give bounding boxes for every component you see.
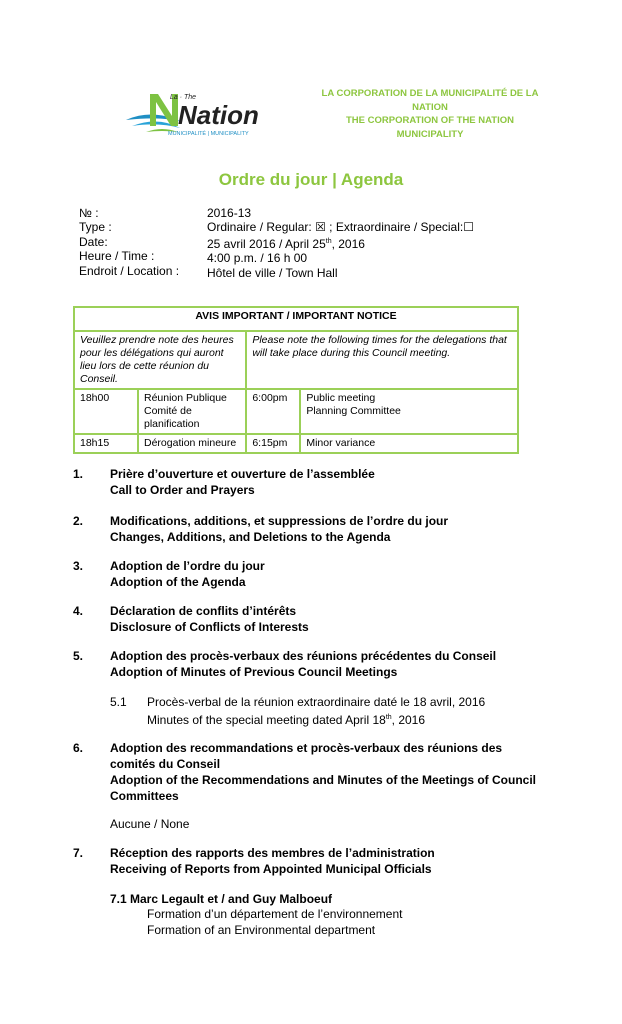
item-number: 5. xyxy=(73,649,84,663)
table-row xyxy=(74,389,518,434)
meeting-number: 2016-13 xyxy=(207,206,252,220)
item-6-note: Aucune / None xyxy=(110,817,190,831)
date-text: 25 avril 2016 / April 25 xyxy=(207,236,326,251)
meta-label: Endroit / Location : xyxy=(79,263,180,278)
corporation-name xyxy=(300,87,560,141)
sub-item-en: Formation of an Environmental department xyxy=(147,923,376,937)
sub-item-fr: Formation d’un département de l’environnement xyxy=(147,907,403,921)
logo-sub-text: MUNICIPALITÉ | MUNICIPALITY xyxy=(168,131,249,137)
item-fr: comités du Conseil xyxy=(110,757,221,771)
corp-line: NATION xyxy=(412,101,448,113)
fr-label-line: Réunion Publique xyxy=(144,392,227,404)
en-label-line: Planning Committee xyxy=(306,405,401,417)
item-fr: Adoption de l’ordre du jour xyxy=(110,559,265,573)
item-fr: Adoption des procès-verbaux des réunions précédentes du Conseil xyxy=(110,649,497,663)
item-en: Adoption of the Recommendations and Minutes of the Meetings of Council xyxy=(110,773,536,787)
important-notice-table xyxy=(73,306,519,454)
item-number: 2. xyxy=(73,514,84,528)
logo-graphic xyxy=(122,86,262,140)
meta-label: Type : xyxy=(79,220,112,235)
en-label: Minor variance xyxy=(300,434,518,453)
sub-en-text: Minutes of the special meeting dated April 18 xyxy=(147,713,386,727)
item-en: Adoption of the Agenda xyxy=(110,575,246,589)
checked-box-icon: ☒ xyxy=(315,220,326,235)
sub-item-number: 5.1 xyxy=(110,695,127,709)
item-en: Adoption of Minutes of Previous Council Meetings xyxy=(110,665,398,679)
meta-label: Heure / Time : xyxy=(79,249,155,264)
logo-main-text: Nation xyxy=(178,100,259,130)
item-number: 3. xyxy=(73,559,84,573)
item-fr: Prière d’ouverture et ouverture de l’assemblée xyxy=(110,467,375,481)
meta-labels xyxy=(79,206,179,278)
item-number: 6. xyxy=(73,741,84,755)
fr-label xyxy=(138,389,246,434)
meeting-time: 4:00 p.m. / 16 h 00 xyxy=(207,251,308,266)
agenda-item xyxy=(110,466,560,498)
en-label xyxy=(300,389,518,434)
meeting-type xyxy=(207,220,474,234)
unchecked-box-icon: ☐ xyxy=(463,220,474,235)
fr-label: Dérogation mineure xyxy=(138,434,246,453)
agenda-item xyxy=(110,513,560,545)
meeting-location: Hôtel de ville / Town Hall xyxy=(207,265,338,280)
item-en: Disclosure of Conflicts of Interests xyxy=(110,620,309,634)
item-fr: Déclaration de conflits d’intérêts xyxy=(110,604,297,618)
nation-logo xyxy=(122,86,262,140)
fr-label-line: Comité de planification xyxy=(144,405,200,430)
notice-fr-text: Veuillez prendre note des heures pour les délégations qui auront lieu lors de cette réunion du Conseil. xyxy=(74,331,246,389)
item-fr: Modifications, additions, et suppressions de l’ordre du jour xyxy=(110,514,449,528)
sub-item-en xyxy=(147,710,485,728)
agenda-item xyxy=(110,648,560,680)
sub-item-fr: Procès-verbal de la réunion extraordinaire daté le 18 avril, 2016 xyxy=(147,695,486,709)
item-en: Call to Order and Prayers xyxy=(110,483,255,497)
item-en: Changes, Additions, and Deletions to the Agenda xyxy=(110,530,391,544)
item-number: 7. xyxy=(73,846,84,860)
item-fr: Adoption des recommandations et procès-verbaux des réunions des xyxy=(110,741,503,755)
logo-small-text: La · The xyxy=(170,94,197,101)
type-prefix: Ordinaire / Regular: xyxy=(207,220,312,235)
item-en: Committees xyxy=(110,789,179,803)
type-middle: ; Extraordinaire / Special: xyxy=(329,220,464,235)
notice-en-text: Please note the following times for the delegations that will take place during this Council meeting. xyxy=(246,331,518,389)
item-fr: Réception des rapports des membres de l’administration xyxy=(110,846,435,860)
sub-en-sup: th xyxy=(385,714,392,721)
corp-line: THE CORPORATION OF THE NATION xyxy=(345,115,514,126)
sub-item-5-1 xyxy=(147,694,485,728)
fr-time: 18h00 xyxy=(74,389,138,434)
item-en: Receiving of Reports from Appointed Municipal Officials xyxy=(110,862,432,876)
agenda-item xyxy=(110,603,560,635)
meta-label: № : xyxy=(79,206,99,220)
meeting-date xyxy=(207,235,474,251)
meta-values xyxy=(207,206,474,280)
date-post: , 2016 xyxy=(331,236,365,251)
agenda-item xyxy=(110,740,560,804)
notice-heading: AVIS IMPORTANT / IMPORTANT NOTICE xyxy=(74,307,518,331)
sub-item-7-1 xyxy=(147,906,402,938)
agenda-item xyxy=(110,558,560,590)
fr-time: 18h15 xyxy=(74,434,138,453)
date-sup: th xyxy=(325,237,332,245)
sub-item-7-1-heading: 7.1 Marc Legault et / and Guy Malboeuf xyxy=(110,892,333,906)
en-time: 6:00pm xyxy=(246,389,300,434)
en-time: 6:15pm xyxy=(246,434,300,453)
item-number: 1. xyxy=(73,467,84,481)
page-title: Ordre du jour | Agenda xyxy=(218,170,404,189)
en-label-line: Public meeting xyxy=(306,392,376,404)
corp-line: LA CORPORATION DE LA MUNICIPALITÉ DE LA xyxy=(321,88,539,99)
item-number: 4. xyxy=(73,604,84,618)
meta-label: Date: xyxy=(79,234,108,249)
sub-en-post: , 2016 xyxy=(391,713,426,727)
agenda-item xyxy=(110,845,560,877)
table-row xyxy=(74,434,518,453)
corp-line: MUNICIPALITY xyxy=(396,128,464,140)
